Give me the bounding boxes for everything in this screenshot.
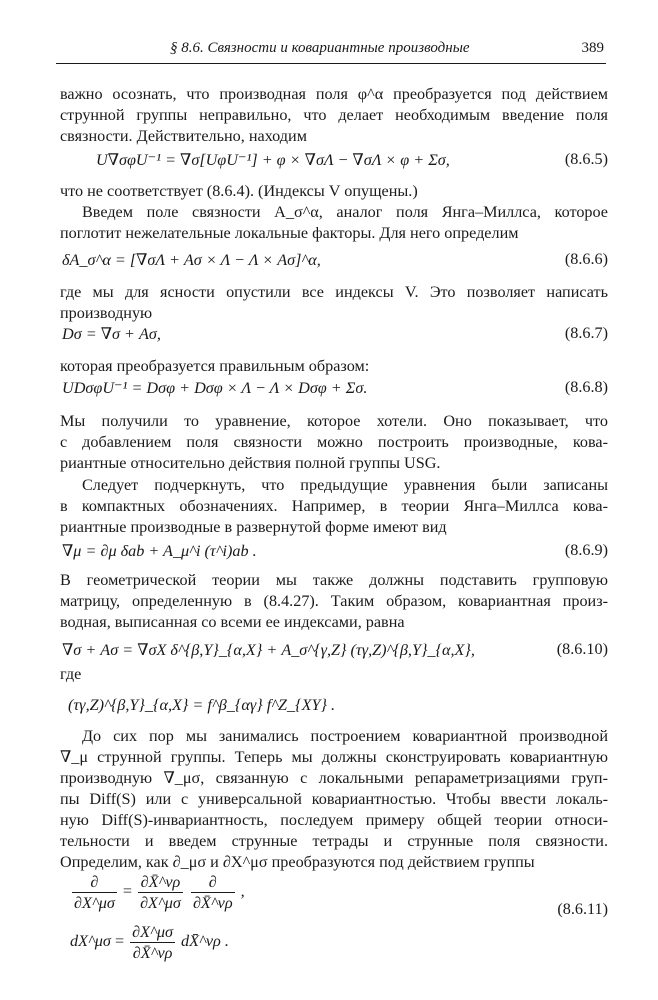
text-line: водная, выписанная со всеми ее индексами, равна	[60, 613, 405, 631]
text-line: До сих пор мы занимались построением ковариантной производной	[82, 727, 608, 745]
fraction	[130, 922, 175, 963]
fraction	[72, 872, 117, 913]
denominator: ∂X̄^νρ	[132, 944, 173, 962]
text-line: В геометрической теории мы также должны подставить групповую	[60, 571, 608, 589]
text-line: поглотит нежелательные локальные факторы. Для него определим	[60, 224, 519, 242]
equation-number: (8.6.8)	[564, 378, 608, 396]
text-line: где мы для ясности опустили все индексы V. Это позволяет написать	[60, 283, 608, 301]
text-line: тельности и введем струнные тетрады и струнные поля связности.	[60, 832, 608, 850]
equals-sign: =	[122, 882, 133, 901]
equation-formula: Dσ = ∇σ + Aσ,	[62, 325, 161, 343]
text-line: риантные относительно действия полной группы USG.	[60, 454, 441, 472]
text-line: важно осознать, что производная поля φ^α преобразуется под действием	[60, 85, 608, 103]
text-line: Мы получили то уравнение, которое хотели. Оно показывает, что	[60, 412, 608, 430]
page-number: 389	[581, 40, 604, 56]
text-line: Введем поле связности A_σ^α, аналог поля Янга–Миллса, которое	[82, 203, 608, 221]
equation-8-6-8	[60, 378, 608, 402]
equation-8-6-7	[60, 324, 608, 348]
equation-8-6-11-line1	[70, 872, 245, 913]
equation-8-6-5	[60, 150, 608, 174]
equation-8-6-10	[60, 640, 608, 664]
lhs: dX^μσ	[70, 932, 111, 951]
text-line: производную	[60, 304, 153, 322]
running-head: § 8.6. Связности и ковариантные производные	[170, 40, 470, 56]
text-line: в компактных обозначениях. Например, в теории Янга–Миллса кова-	[60, 497, 608, 515]
equation-8-6-6	[60, 250, 608, 274]
equation-formula: ∇μ = ∂μ δab + A_μ^i (τ^i)ab .	[62, 542, 257, 560]
text-line: что не соответствует (8.6.4). (Индексы V опущены.)	[60, 182, 418, 200]
equation-tau	[60, 696, 608, 720]
equation-formula: U∇σφU⁻¹ = ∇σ[UφU⁻¹] + φ × ∇σΛ − ∇σΛ × φ + Σσ,	[96, 151, 450, 169]
numerator: ∂X^μσ	[132, 923, 173, 941]
equation-formula: ∇σ + Aσ = ∇σX δ^{β,Y}_{α,X} + A_σ^{γ,Z} (τγ,Z)^{β,Y}_{α,X},	[62, 641, 475, 659]
text-line: пы Diff(S) или с универсальной ковариантностью. Чтобы ввести локаль-	[60, 790, 608, 808]
comma: ,	[240, 882, 245, 901]
header-rule	[56, 63, 606, 64]
rhs-tail: dX̄^νρ .	[181, 932, 229, 951]
equation-number: (8.6.11)	[557, 900, 608, 918]
numerator: ∂	[191, 872, 235, 893]
text-line: Определим, как ∂_μσ и ∂X^μσ преобразуются под действием группы	[60, 853, 535, 871]
numerator: ∂X̄^νρ	[138, 872, 183, 893]
text-line: где	[60, 665, 82, 683]
equation-formula: δA_σ^α = [∇σΛ + Aσ × Λ − Λ × Aσ]^α,	[62, 251, 321, 269]
text-line: с добавлением поля связности можно построить производные, кова-	[60, 433, 608, 451]
equation-8-6-9	[60, 541, 608, 565]
denominator: ∂X^μσ	[74, 894, 115, 912]
text-line: струнной группы неправильно, что делает необходимым введение поля	[60, 106, 608, 124]
equation-number: (8.6.10)	[556, 640, 608, 658]
equals-sign: =	[114, 932, 125, 951]
text-line: связности. Действительно, находим	[60, 127, 307, 145]
fraction	[191, 872, 235, 913]
text-line: ∇_μ струнной группы. Теперь мы должны сконструировать ковариантную	[60, 748, 608, 766]
equation-number: (8.6.9)	[564, 541, 608, 559]
fraction	[138, 872, 183, 913]
numerator: ∂	[72, 872, 117, 893]
text-line: Следует подчеркнуть, что предыдущие уравнения были записаны	[82, 476, 608, 494]
equation-8-6-11-line2	[70, 922, 229, 963]
page-header	[0, 0, 658, 70]
equation-number: (8.6.7)	[564, 324, 608, 342]
text-line: ную Diff(S)-инвариантность, последуем примеру общей теории относи-	[60, 811, 608, 829]
denominator: ∂X̄^νρ	[192, 894, 233, 912]
equation-number: (8.6.5)	[564, 150, 608, 168]
text-line: которая преобразуется правильным образом:	[60, 357, 370, 375]
equation-number: (8.6.6)	[564, 250, 608, 268]
equation-formula: (τγ,Z)^{β,Y}_{α,X} = f^β_{αγ} f^Z_{XY} .	[68, 696, 336, 714]
text-line: риантные производные в развернутой форме имеют вид	[60, 518, 447, 536]
denominator: ∂X^μσ	[140, 894, 181, 912]
equation-formula: UDσφU⁻¹ = Dσφ + Dσφ × Λ − Λ × Dσφ + Σσ.	[62, 379, 368, 397]
text-line: производную ∇_μσ, связанную с локальными репараметризациями груп-	[60, 769, 608, 787]
text-line: матрицу, определенную в (8.4.27). Таким образом, ковариантная произ-	[60, 592, 608, 610]
